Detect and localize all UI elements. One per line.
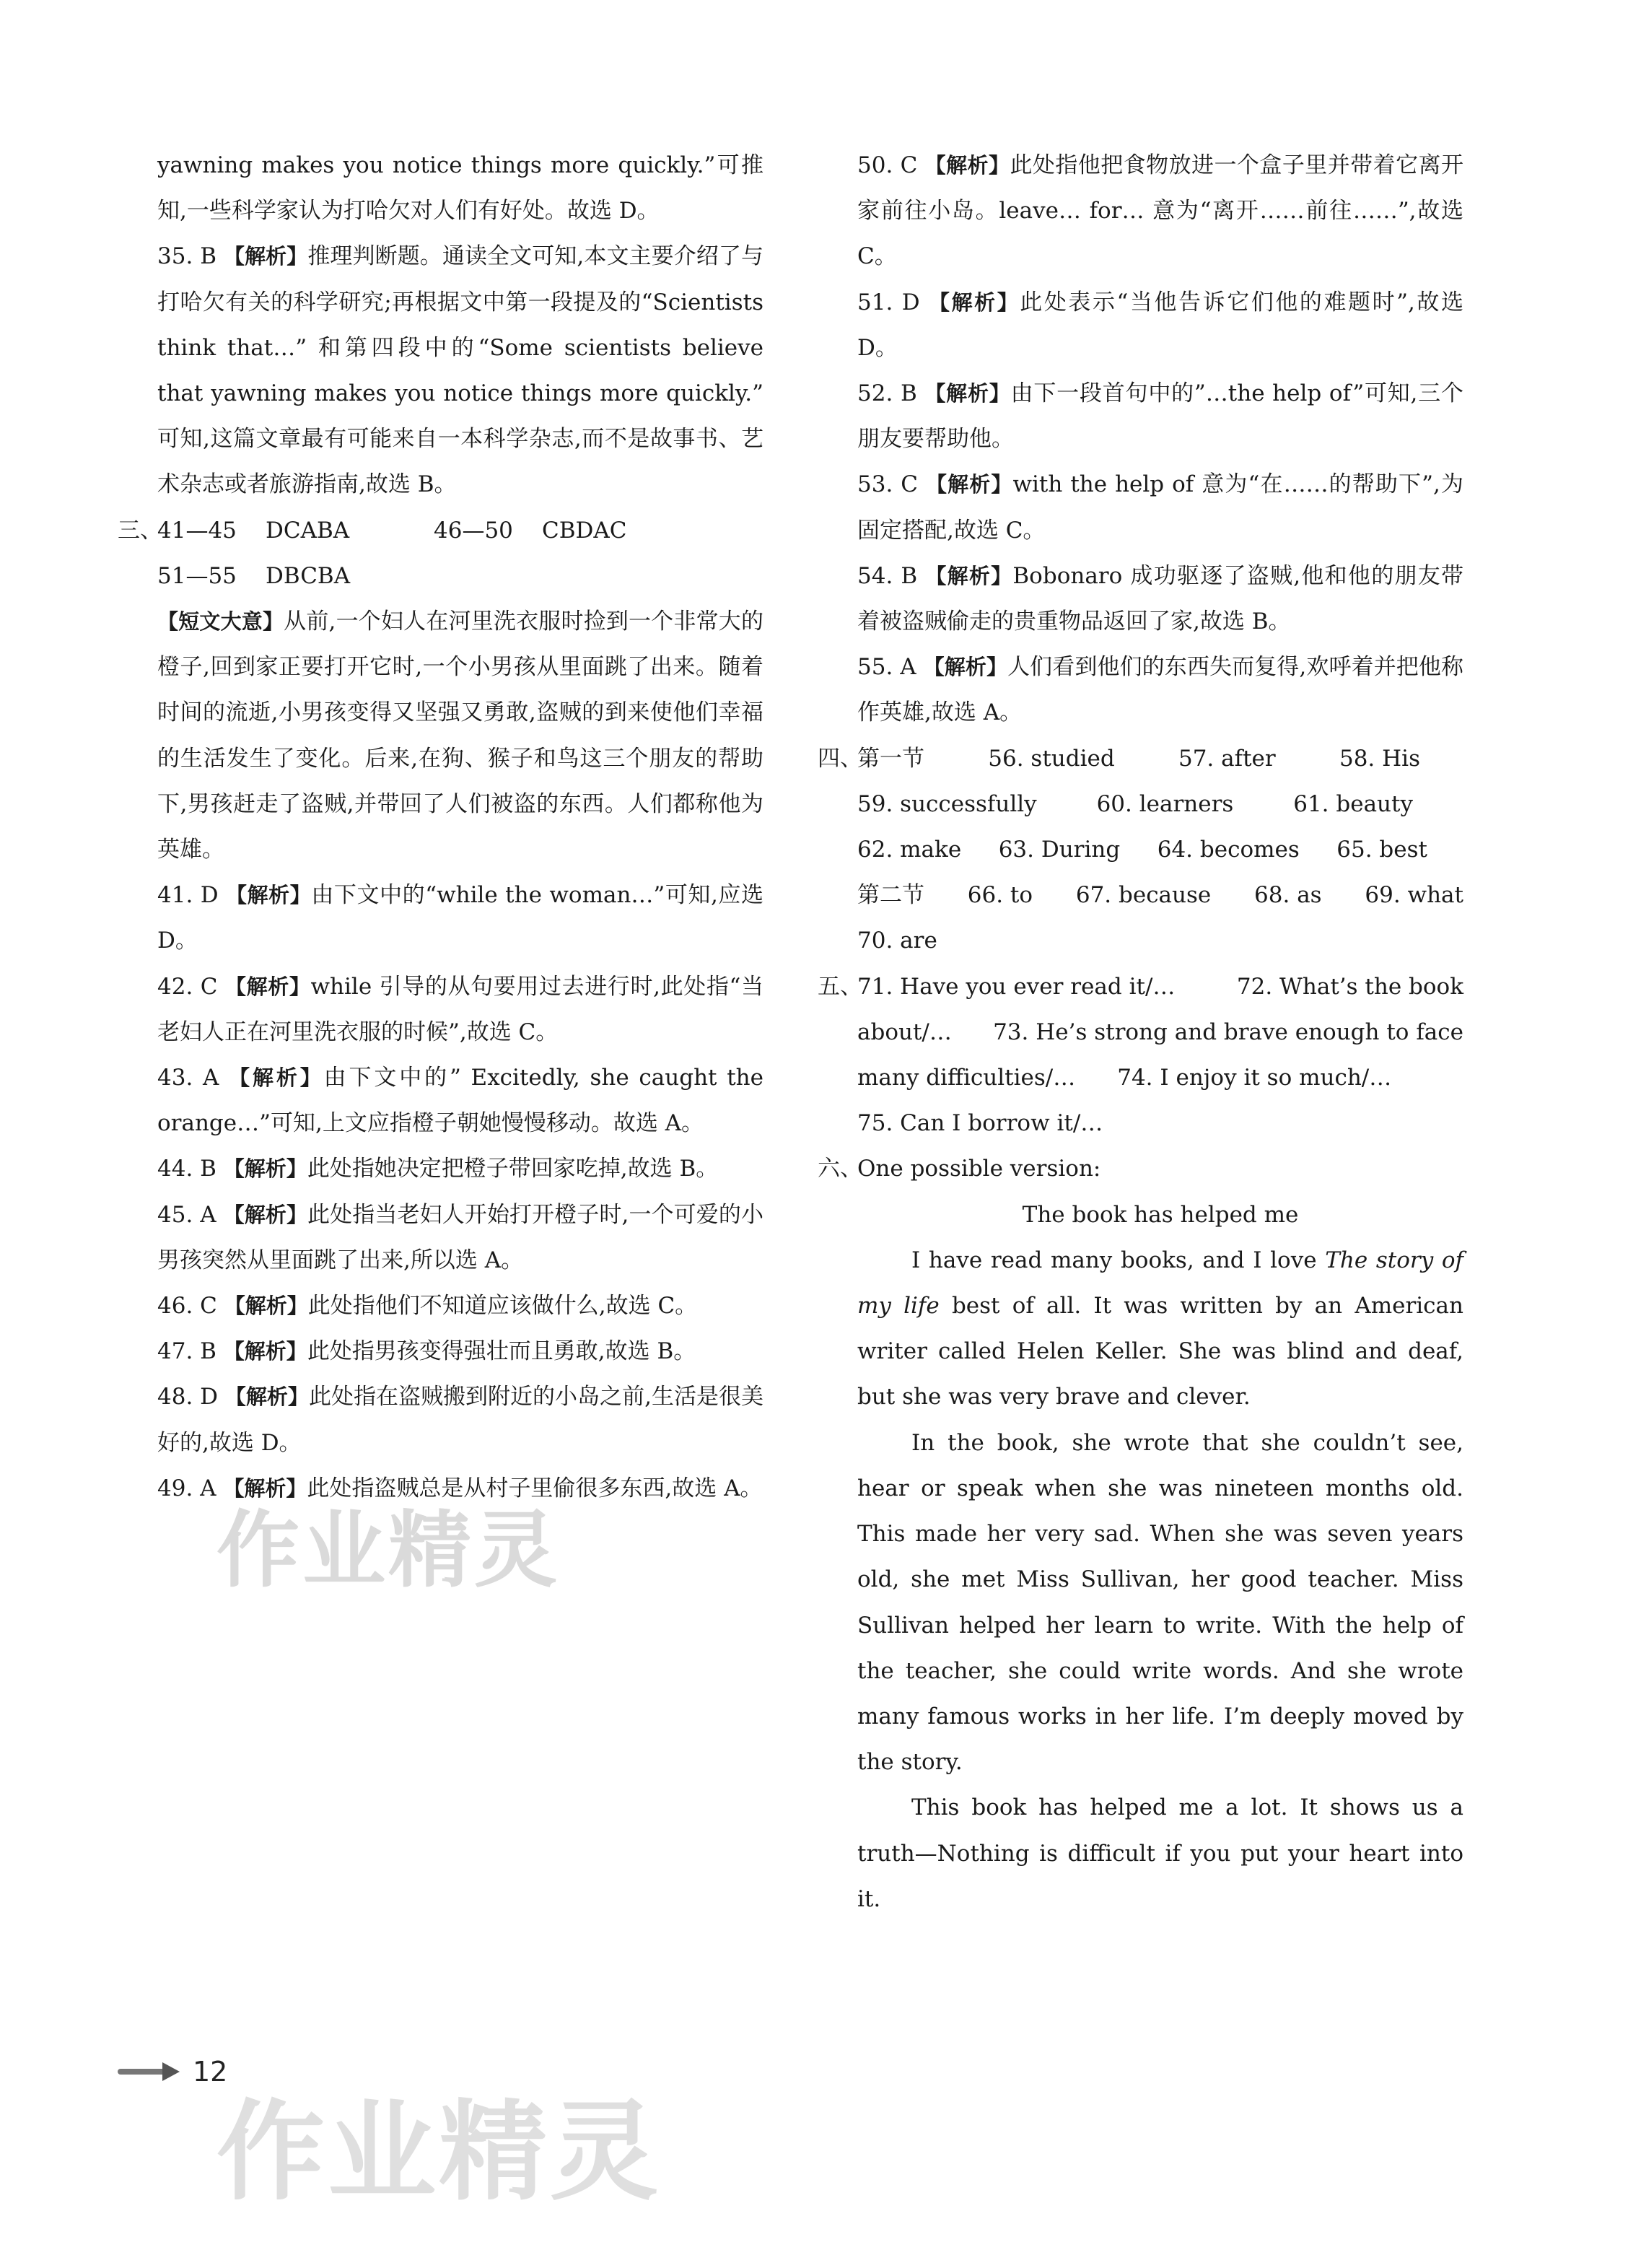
passage-summary (157, 599, 763, 873)
analysis-tag: 【解析】 (229, 1065, 324, 1091)
answer-row (857, 782, 1463, 827)
answer-item: 56. studied (988, 745, 1115, 772)
section-marker: 六、 (818, 1156, 862, 1182)
summary-text: 从前,一个妇人在河里洗衣服时捡到一个非常大的橙子,回到家正要打开它时,一个小男孩从里面跳了出来。随着时间的流逝,小男孩变得又坚强又勇敢,盗贼的到来使他们幸福的生活发生了变化。后来,在狗、猴子和鸟这三个朋友的帮助下,男孩赶走了盗贼,并带回了人们被盗的东西。人们都称他为英雄。 (157, 609, 763, 863)
answer-row (857, 964, 1463, 1010)
book-title: The story of my life (857, 1247, 1463, 1320)
section-marker: 四、 (818, 745, 862, 772)
answer-explanation: 此处表示“当他告诉它们他的难题时”,故选 D。 (857, 289, 1463, 361)
answer-explanation: 人们看到他们的东西失而复得,欢呼着并把他称作英雄,故选 A。 (857, 654, 1463, 726)
answer-number: 46. C (157, 1293, 217, 1320)
answer-number: 42. C (157, 973, 218, 1000)
answer-explanation: while 引导的从句要用过去进行时,此处指“当老妇人正在河里洗衣服的时候”,故选 C。 (157, 973, 763, 1045)
version-intro: One possible version: (857, 1156, 1101, 1182)
answer-item: 68. as (1254, 882, 1322, 909)
answer-item: many difficulties/… (857, 1065, 1076, 1091)
analysis-tag: 【解析】 (224, 1294, 308, 1319)
answer-row (857, 873, 1463, 918)
analysis-tag: 【解析】 (223, 1202, 308, 1227)
analysis-tag: 【解析】 (924, 153, 1010, 178)
answer-number: 54. B (857, 562, 918, 589)
answer-key-line (157, 554, 763, 599)
answer-row (857, 1101, 1463, 1146)
essay-paragraph-1 (857, 1238, 1463, 1421)
answer-item: 69. what (1365, 882, 1463, 909)
answer-number: 47. B (157, 1338, 216, 1365)
answer-35 (157, 234, 763, 507)
answer-item: 70. are (857, 928, 937, 954)
answer-row (857, 1010, 1463, 1055)
answer-item: 57. after (1178, 745, 1276, 772)
answer-46 (157, 1283, 763, 1329)
answer-42 (157, 964, 763, 1055)
answer-number: 50. C (857, 152, 918, 178)
answer-item: 65. best (1336, 837, 1427, 863)
answer-explanation: 由下文中的” Excitedly, she caught the orange…”可知,上文应指橙子朝她慢慢移动。故选 A。 (157, 1065, 763, 1137)
answer-explanation: 此处指盗贼总是从村子里偷很多东西,故选 A。 (307, 1475, 763, 1501)
answer-number: 35. B (157, 243, 217, 270)
section-4-answers (818, 736, 1463, 964)
answer-45 (157, 1192, 763, 1283)
left-column (118, 143, 763, 1512)
answer-50 (857, 143, 1463, 280)
answer-explanation: 此处指当老妇人开始打开橙子时,一个可爱的小男孩突然从里面跳了出来,所以选 A。 (157, 1201, 763, 1273)
answer-48 (157, 1374, 763, 1465)
answer-item: about/… (857, 1019, 952, 1045)
analysis-tag: 【解析】 (223, 1156, 307, 1182)
answer-row (857, 1055, 1463, 1101)
answer-letters: DBCBA (266, 562, 351, 589)
answer-number: 43. A (157, 1065, 219, 1091)
answer-item: 60. learners (1096, 790, 1234, 817)
analysis-tag: 【解析】 (925, 472, 1013, 497)
answer-explanation: 由下文中的“while the woman…”可知,应选 D。 (157, 882, 763, 954)
answer-letters: CBDAC (542, 517, 627, 544)
essay-title: The book has helped me (1022, 1201, 1299, 1228)
answer-54 (857, 554, 1463, 645)
answer-44 (157, 1146, 763, 1192)
essay-text: best of all. It was written by an American writer called Helen Keller. She was blind and deaf, but she was very brave and clever. (857, 1293, 1463, 1410)
answer-explanation: with the help of 意为“在……的帮助下”,为固定搭配,故选 C。 (857, 471, 1463, 544)
page-footer (118, 2050, 227, 2093)
answer-53 (857, 462, 1463, 553)
answer-letters: DCABA (266, 517, 350, 544)
answer-item: 66. to (967, 882, 1033, 909)
answer-43 (157, 1055, 763, 1146)
analysis-tag: 【解析】 (925, 563, 1013, 588)
analysis-tag: 【解析】 (226, 883, 312, 908)
answer-item: 74. I enjoy it so much/… (1117, 1065, 1392, 1091)
section-marker: 三、 (118, 517, 162, 544)
answer-item: 64. becomes (1157, 837, 1300, 863)
section-5-answers (818, 964, 1463, 1147)
answer-number: 45. A (157, 1201, 216, 1228)
analysis-tag: 【解析】 (923, 655, 1008, 680)
section-3-answers (118, 508, 763, 599)
answer-item: 61. beauty (1293, 790, 1413, 817)
answer-51 (857, 280, 1463, 371)
answer-item: 71. Have you ever read it/… (857, 973, 1176, 1000)
answer-key-line (157, 508, 763, 554)
answer-explanation: 此处指她决定把橙子带回家吃掉,故选 B。 (307, 1156, 719, 1182)
answer-item: 63. During (998, 837, 1121, 863)
answer-52 (857, 371, 1463, 462)
answer-item: 73. He’s strong and brave enough to face (993, 1019, 1463, 1045)
answer-row (857, 827, 1463, 873)
analysis-tag: 【解析】 (223, 1339, 307, 1364)
answer-item: 58. His (1339, 745, 1420, 772)
answer-item: 72. What’s the book (1236, 973, 1463, 1000)
answer-explanation: 此处指他把食物放进一个盒子里并带着它离开家前往小岛。leave… for… 意为“离开……前往……”,故选 C。 (857, 152, 1464, 270)
answer-number: 41. D (157, 882, 219, 909)
section-6-writing (818, 1146, 1463, 1922)
right-column (818, 143, 1464, 1922)
answer-range: 51—55 (157, 562, 237, 589)
essay-text: I have read many books, and I love (911, 1247, 1326, 1273)
analysis-tag: 【解析】 (924, 381, 1011, 406)
answer-item: 59. successfully (857, 790, 1037, 817)
summary-tag: 【短文大意】 (157, 609, 284, 634)
watermark: 作业精灵 (216, 2090, 662, 2215)
part-label: 第一节 (857, 745, 924, 772)
answer-explanation: 推理判断题。通读全文可知,本文主要介绍了与打哈欠有关的科学研究;再根据文中第一段提及的“Scientists think that…” 和第四段中的“Some scientists believe that yawning makes you notice things more quickly.” 可知,这篇文章最有可能来自一本科学杂志,而不是故事书、艺术杂志或者旅游指南,故选 B。 (157, 243, 763, 498)
answer-row (857, 736, 1463, 782)
analysis-tag: 【解析】 (223, 244, 308, 269)
answer-item: 62. make (857, 837, 962, 863)
answer-number: 49. A (157, 1475, 216, 1501)
analysis-tag: 【解析】 (224, 974, 311, 999)
answer-explanation: 此处指他们不知道应该做什么,故选 C。 (307, 1293, 698, 1320)
answer-explanation: 由下一段首句中的”…the help of”可知,三个朋友要帮助他。 (857, 380, 1463, 453)
essay-paragraph-3: This book has helped me a lot. It shows us a truth—Nothing is difficult if you put your heart into it. (857, 1794, 1463, 1912)
answer-47 (157, 1329, 763, 1374)
analysis-tag: 【解析】 (224, 1384, 309, 1410)
answer-explanation: Bobonaro 成功驱逐了盗贼,他和他的朋友带着被盗贼偷走的贵重物品返回了家,故选 B。 (857, 562, 1463, 635)
answer-number: 53. C (857, 471, 918, 498)
answer-number: 44. B (157, 1156, 216, 1182)
answer-item: 75. Can I borrow it/… (857, 1110, 1103, 1137)
answer-41 (157, 873, 763, 964)
essay-paragraph-2: In the book, she wrote that she couldn’t see, hear or speak when she was nineteen months old. This made her very sad. When she was seven years old, she met Miss Sullivan, her good teacher. Miss Sullivan helped her learn to write. With the help of the teacher, she could write words. And she wrote many famous works in her life. I’m deeply moved by the story. (857, 1429, 1463, 1776)
answer-number: 52. B (857, 380, 917, 407)
answer-row (857, 918, 1463, 964)
answer-number: 55. A (857, 654, 916, 681)
answer-number: 51. D (857, 289, 920, 315)
answer-explanation: 此处指男孩变得强壮而且勇敢,故选 B。 (307, 1338, 696, 1365)
section-marker: 五、 (818, 973, 862, 1000)
answer-range: 41—45 (157, 517, 237, 544)
answer-number: 48. D (157, 1384, 219, 1410)
analysis-tag: 【解析】 (929, 289, 1020, 315)
arrow-icon (118, 2059, 183, 2084)
paragraph-continued: yawning makes you notice things more quickly.”可推知,一些科学家认为打哈欠对人们有好处。故选 D。 (157, 152, 763, 224)
page-number: 12 (193, 2056, 228, 2088)
answer-item: 67. because (1075, 882, 1212, 909)
answer-range: 46—50 (434, 517, 513, 544)
analysis-tag: 【解析】 (223, 1475, 307, 1501)
part-label: 第二节 (857, 882, 924, 909)
answer-55 (857, 645, 1463, 736)
watermark: 作业精灵 (216, 1502, 561, 1599)
answer-explanation: 此处指在盗贼搬到附近的小岛之前,生活是很美好的,故选 D。 (157, 1384, 763, 1456)
